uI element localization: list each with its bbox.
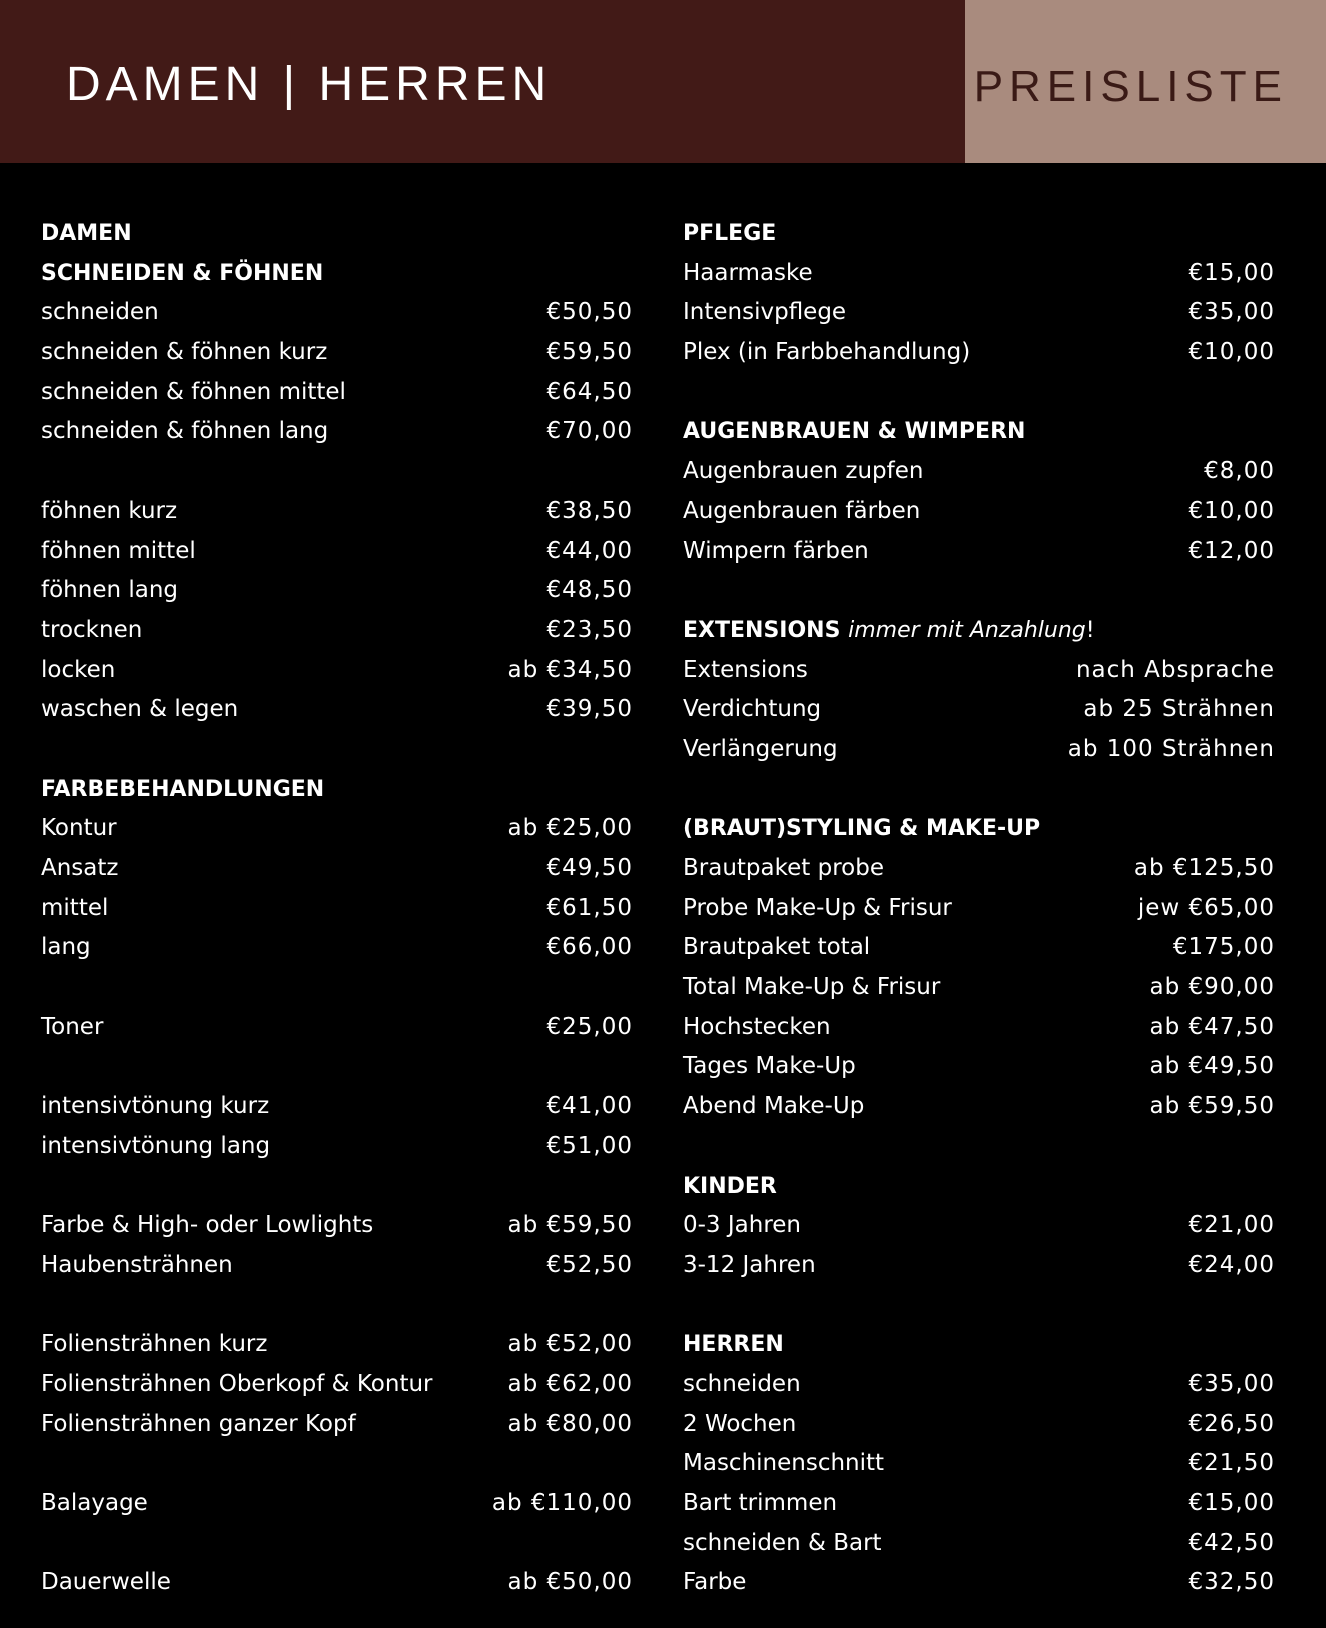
page-title: DAMEN | HERREN: [66, 58, 552, 111]
item-price: €35,00: [1188, 299, 1275, 326]
item-price: €38,50: [546, 497, 633, 524]
item-name: Foliensträhnen Oberkopf & Kontur: [41, 1370, 433, 1397]
item-price: €23,50: [546, 616, 633, 643]
item-name: Tages Make-Up: [683, 1053, 856, 1080]
price-row: [683, 1047, 1275, 1087]
price-row: [683, 333, 1275, 373]
price-row: [683, 968, 1275, 1008]
price-row: [41, 1008, 633, 1048]
price-row: [41, 1405, 633, 1445]
item-name: Haarmaske: [683, 259, 813, 286]
price-row: [683, 1484, 1275, 1524]
spacer: [683, 571, 1275, 611]
spacer: [41, 1047, 633, 1087]
item-name: Foliensträhnen ganzer Kopf: [41, 1410, 356, 1437]
item-name: Toner: [41, 1013, 104, 1040]
item-price: €44,00: [546, 537, 633, 564]
section-heading-farbe: FARBEBEHANDLUNGEN: [41, 776, 325, 802]
price-row: [41, 651, 633, 691]
item-price: €59,50: [546, 339, 633, 366]
item-name: Augenbrauen färben: [683, 497, 921, 524]
item-price: €52,50: [546, 1251, 633, 1278]
spacer: [683, 1286, 1275, 1326]
item-name: 2 Wochen: [683, 1410, 797, 1437]
price-row: [683, 1405, 1275, 1445]
spacer: [41, 1286, 633, 1326]
item-name: schneiden & föhnen mittel: [41, 378, 346, 405]
item-price: €66,00: [546, 934, 633, 961]
item-price: €49,50: [546, 855, 633, 881]
price-row: [683, 1563, 1275, 1603]
item-price: ab €59,50: [1149, 1093, 1275, 1120]
item-name: Dauerwelle: [41, 1569, 171, 1596]
right-column: [683, 214, 1275, 1603]
item-name: mittel: [41, 894, 109, 921]
price-row: [683, 492, 1275, 532]
price-row: [683, 1008, 1275, 1048]
item-price: ab 100 Strähnen: [1067, 735, 1275, 762]
price-row: [683, 254, 1275, 294]
price-row: [683, 730, 1275, 770]
item-name: 3-12 Jahren: [683, 1251, 816, 1278]
item-price: €175,00: [1172, 934, 1275, 961]
item-price: ab €25,00: [507, 815, 633, 842]
price-row: [41, 809, 633, 849]
price-row: [683, 1206, 1275, 1246]
price-row: [683, 452, 1275, 492]
item-name: waschen & legen: [41, 696, 239, 723]
item-price: ab €62,00: [507, 1370, 633, 1397]
item-price: €24,00: [1188, 1251, 1275, 1278]
spacer: [41, 730, 633, 770]
price-row: [41, 1127, 633, 1167]
price-row: [41, 849, 633, 889]
price-row: [41, 293, 633, 333]
item-price: ab €34,50: [507, 656, 633, 683]
item-price: €12,00: [1188, 537, 1275, 564]
item-name: trocknen: [41, 616, 143, 643]
price-row: [41, 1246, 633, 1286]
price-row: [683, 1444, 1275, 1484]
item-name: intensivtönung kurz: [41, 1093, 270, 1120]
header: [0, 0, 1326, 163]
spacer: [683, 373, 1275, 413]
item-price: ab €80,00: [507, 1410, 633, 1437]
item-price: nach Absprache: [1075, 656, 1275, 683]
price-row: [683, 690, 1275, 730]
item-price: ab €59,50: [507, 1212, 633, 1239]
item-name: föhnen kurz: [41, 497, 178, 524]
item-name: föhnen mittel: [41, 537, 196, 564]
item-name: Extensions: [683, 656, 808, 683]
item-name: Bart trimmen: [683, 1490, 838, 1516]
price-row: [683, 532, 1275, 572]
price-row: [683, 1524, 1275, 1564]
price-row: [41, 1325, 633, 1365]
item-price: €41,00: [546, 1093, 633, 1120]
item-name: Balayage: [41, 1490, 148, 1516]
price-row: [41, 690, 633, 730]
item-name: schneiden & föhnen kurz: [41, 339, 328, 366]
item-price: ab €50,00: [507, 1569, 633, 1596]
price-row: [41, 1484, 633, 1524]
price-row: [683, 1087, 1275, 1127]
item-price: €42,50: [1188, 1529, 1275, 1556]
left-column: [41, 214, 633, 1603]
item-name: schneiden: [41, 299, 159, 326]
spacer: [41, 1524, 633, 1564]
item-name: föhnen lang: [41, 577, 179, 604]
item-name: intensivtönung lang: [41, 1132, 271, 1159]
item-name: schneiden & föhnen lang: [41, 418, 329, 445]
item-name: Ansatz: [41, 855, 119, 881]
item-price: ab €52,00: [507, 1331, 633, 1358]
section-heading-pflege: PFLEGE: [683, 221, 777, 246]
item-price: €8,00: [1204, 458, 1275, 485]
item-price: €48,50: [546, 577, 633, 604]
spacer: [683, 770, 1275, 810]
item-price: ab €125,50: [1133, 855, 1275, 881]
price-list-label: PREISLISTE: [973, 62, 1288, 111]
item-price: €39,50: [546, 696, 633, 723]
item-name: Maschinenschnitt: [683, 1450, 885, 1477]
extensions-note: immer mit Anzahlung: [848, 617, 1086, 643]
item-price: €70,00: [546, 418, 633, 445]
price-row: [41, 1563, 633, 1603]
item-price: ab €110,00: [491, 1490, 633, 1516]
item-price: ab €47,50: [1149, 1013, 1275, 1040]
item-name: Haubensträhnen: [41, 1251, 233, 1278]
item-name: Kontur: [41, 815, 117, 842]
item-price: €10,00: [1188, 497, 1275, 524]
item-price: €35,00: [1188, 1370, 1275, 1397]
item-price: €15,00: [1188, 259, 1275, 286]
item-name: Verdichtung: [683, 696, 822, 723]
item-name: Brautpaket total: [683, 934, 871, 961]
item-price: €51,00: [546, 1132, 633, 1159]
section-heading-schneiden: SCHNEIDEN & FÖHNEN: [41, 260, 324, 286]
item-name: schneiden & Bart: [683, 1529, 882, 1556]
price-row: [41, 928, 633, 968]
item-price: €21,00: [1188, 1212, 1275, 1239]
price-row: [41, 571, 633, 611]
item-name: Verlängerung: [683, 735, 838, 762]
item-name: Farbe & High- oder Lowlights: [41, 1212, 374, 1239]
item-name: 0-3 Jahren: [683, 1212, 802, 1239]
header-right-panel: [965, 0, 1326, 163]
item-name: Intensivpflege: [683, 299, 847, 326]
price-row: [41, 889, 633, 929]
header-left-panel: [0, 0, 965, 163]
item-name: Farbe: [683, 1569, 747, 1596]
item-price: €25,00: [546, 1013, 633, 1040]
spacer: [41, 1167, 633, 1207]
item-name: Augenbrauen zupfen: [683, 458, 924, 485]
section-heading-styling: (BRAUT)STYLING & MAKE-UP: [683, 816, 1041, 842]
spacer: [683, 1127, 1275, 1167]
price-row: [683, 849, 1275, 889]
section-heading-augen: AUGENBRAUEN & WIMPERN: [683, 419, 1026, 445]
item-name: Wimpern färben: [683, 537, 869, 564]
item-price: ab €49,50: [1149, 1053, 1275, 1080]
item-price: €50,50: [546, 299, 633, 326]
item-name: Plex (in Farbbehandlung): [683, 339, 971, 366]
item-price: jew €65,00: [1137, 894, 1275, 921]
item-name: Abend Make-Up: [683, 1093, 865, 1120]
spacer: [41, 968, 633, 1008]
item-price: €26,50: [1188, 1410, 1275, 1437]
item-name: Brautpaket probe: [683, 855, 884, 881]
item-name: lang: [41, 934, 91, 961]
section-heading-extensions: EXTENSIONS immer mit Anzahlung!: [683, 617, 1095, 643]
spacer: [41, 452, 633, 492]
item-price: €21,50: [1188, 1450, 1275, 1477]
item-name: Total Make-Up & Frisur: [683, 974, 941, 1001]
item-price: €32,50: [1188, 1569, 1275, 1596]
price-row: [683, 1246, 1275, 1286]
item-price: €10,00: [1188, 339, 1275, 366]
price-row: [683, 651, 1275, 691]
price-row: [41, 611, 633, 651]
spacer: [41, 1444, 633, 1484]
price-row: [683, 928, 1275, 968]
section-heading-herren: HERREN: [683, 1332, 784, 1358]
item-price: ab 25 Strähnen: [1083, 696, 1275, 723]
price-row: [683, 293, 1275, 333]
item-price: €15,00: [1188, 1490, 1275, 1516]
price-row: [41, 532, 633, 572]
item-name: schneiden: [683, 1370, 801, 1397]
item-price: ab €90,00: [1149, 974, 1275, 1001]
section-heading-damen: DAMEN: [41, 221, 132, 246]
price-row: [41, 412, 633, 452]
price-row: [41, 373, 633, 413]
price-row: [41, 1365, 633, 1405]
price-row: [683, 1365, 1275, 1405]
price-row: [41, 333, 633, 373]
item-name: Hochstecken: [683, 1013, 831, 1040]
item-price: €61,50: [546, 894, 633, 921]
item-name: locken: [41, 656, 116, 683]
price-row: [41, 492, 633, 532]
item-price: €64,50: [546, 378, 633, 405]
item-name: Probe Make-Up & Frisur: [683, 894, 952, 921]
item-name: Foliensträhnen kurz: [41, 1331, 268, 1358]
price-row: [41, 1206, 633, 1246]
price-row: [683, 889, 1275, 929]
price-row: [41, 1087, 633, 1127]
section-heading-kinder: KINDER: [683, 1173, 777, 1199]
